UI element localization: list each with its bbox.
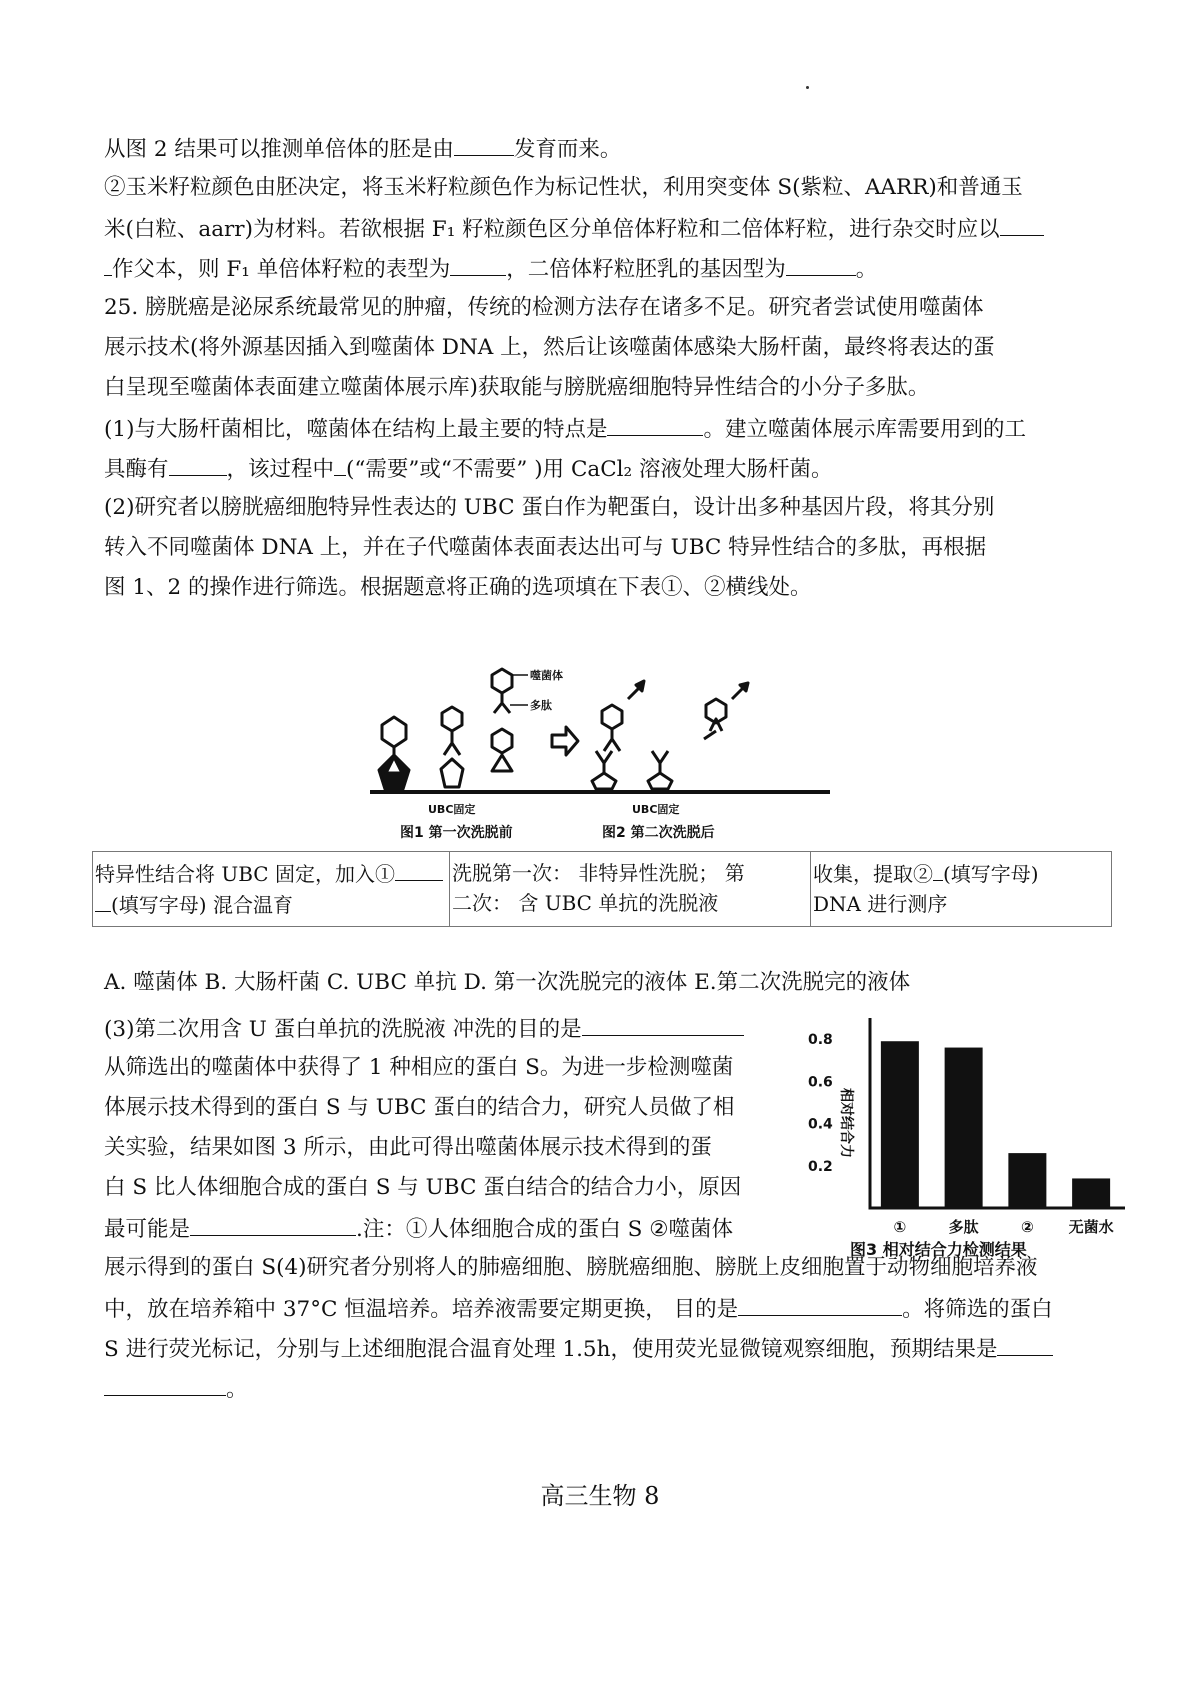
y-tick-label: 0.8 bbox=[808, 1032, 833, 1049]
subquestion-3-line: 从筛选出的噬菌体中获得了 1 种相应的蛋白 S。为进一步检测噬菌 bbox=[104, 1055, 734, 1080]
y-tick-label: 0.6 bbox=[808, 1074, 833, 1091]
subquestion-1-line bbox=[104, 413, 1026, 445]
bar bbox=[945, 1048, 983, 1208]
text-span: ，该过程中 bbox=[226, 457, 335, 482]
subquestion-2-line: (2)研究者以膀胱癌细胞特异性表达的 UBC 蛋白作为靶蛋白，设计出多种基因片段，将其分别 bbox=[104, 495, 995, 520]
answer-blank-1b bbox=[95, 889, 111, 912]
text-span: 收集，提取② bbox=[813, 862, 933, 886]
text-span: .注：①人体细胞合成的蛋白 S ②噬菌体 bbox=[356, 1217, 734, 1242]
figure-3-bar-chart bbox=[800, 1013, 1130, 1263]
answer-blank bbox=[169, 453, 227, 476]
subquestion-3-line bbox=[104, 1013, 744, 1045]
answer-blank bbox=[738, 1293, 902, 1316]
answer-blank-2 bbox=[933, 858, 943, 881]
answer-blank bbox=[454, 133, 514, 156]
label-ubc-fixed-1: UBC固定 bbox=[428, 803, 476, 816]
label-peptide: 多肽 bbox=[530, 699, 552, 712]
text-span: 二次： 含 UBC 单抗的洗脱液 bbox=[452, 891, 719, 915]
subquestion-4-line: 展示得到的蛋白 S(4)研究者分别将人的肺癌细胞、膀胱癌细胞、膀胱上皮细胞置于动物细胞培养液 bbox=[104, 1255, 1038, 1280]
bar bbox=[1072, 1178, 1110, 1208]
label-phage: 噬菌体 bbox=[530, 669, 563, 682]
y-tick-label: 0.4 bbox=[808, 1116, 833, 1133]
text-span: 从图 2 结果可以推测单倍体的胚是由 bbox=[104, 137, 454, 162]
text-line: ②玉米籽粒颜色由胚决定，将玉米籽粒颜色作为标记性状，利用突变体 S(紫粒、AARR)和普通玉 bbox=[104, 175, 1023, 200]
bar bbox=[1008, 1153, 1046, 1208]
subquestion-3-line: 体展示技术得到的蛋白 S 与 UBC 蛋白的结合力，研究人员做了相 bbox=[104, 1095, 735, 1120]
text-span: S 进行荧光标记，分别与上述细胞混合温育处理 1.5h，使用荧光显微镜观察细胞，预期结果是 bbox=[104, 1337, 998, 1362]
table-cell-step1 bbox=[93, 852, 450, 927]
subquestion-3-line: 白 S 比人体细胞合成的蛋白 S 与 UBC 蛋白结合的结合力小，原因 bbox=[104, 1175, 742, 1200]
question-25-line: 白呈现至噬菌体表面建立噬菌体展示库)获取能与膀胱癌细胞特异性结合的小分子多肽。 bbox=[104, 375, 930, 400]
text-span: ，二倍体籽粒胚乳的基因型为 bbox=[506, 257, 786, 282]
procedure-table bbox=[92, 851, 1112, 927]
answer-blank bbox=[334, 453, 346, 476]
text-line bbox=[104, 213, 1044, 245]
chart-title: 图3 相对结合力检测结果 bbox=[850, 1240, 1027, 1259]
table-row bbox=[93, 852, 1112, 927]
subquestion-3-line bbox=[104, 1213, 733, 1245]
text-span: 作父本，则 F₁ 单倍体籽粒的表型为 bbox=[112, 257, 451, 282]
table-cell-step3 bbox=[811, 852, 1112, 927]
answer-blank bbox=[997, 1333, 1053, 1356]
text-span: 洗脱第一次： 非特异性洗脱； 第 bbox=[452, 861, 745, 885]
x-category-label: ① bbox=[893, 1218, 907, 1236]
subquestion-4-line bbox=[104, 1333, 1053, 1365]
question-25-line: 展示技术(将外源基因插入到噬菌体 DNA 上，然后让该噬菌体感染大肠杆菌，最终将表达的蛋 bbox=[104, 335, 995, 360]
answer-blank bbox=[104, 253, 112, 276]
answer-blank bbox=[607, 413, 703, 436]
answer-blank bbox=[104, 1373, 226, 1396]
text-span: (1)与大肠杆菌相比，噬菌体在结构上最主要的特点是 bbox=[104, 417, 608, 442]
text-span: 中，放在培养箱中 37°C 恒温培养。培养液需要定期更换， 目的是 bbox=[104, 1297, 739, 1322]
text-span: (填写字母) 混合温育 bbox=[111, 893, 293, 917]
text-line bbox=[104, 253, 877, 285]
subquestion-3-line: 关实验，结果如图 3 所示，由此可得出噬菌体展示技术得到的蛋 bbox=[104, 1135, 712, 1160]
text-span: 。 bbox=[855, 257, 878, 282]
label-ubc-fixed-2: UBC固定 bbox=[632, 803, 680, 816]
x-category-label: 多肽 bbox=[948, 1218, 979, 1236]
answer-blank bbox=[1000, 213, 1044, 236]
text-span: 具酶有 bbox=[104, 457, 169, 482]
text-span: 最可能是 bbox=[104, 1217, 191, 1242]
text-span: 。 bbox=[226, 1377, 248, 1402]
answer-blank bbox=[582, 1013, 744, 1036]
text-span: DNA 进行测序 bbox=[813, 892, 948, 916]
subquestion-4-line bbox=[104, 1373, 248, 1405]
table-cell-step2 bbox=[450, 852, 811, 927]
text-span: 。建立噬菌体展示库需要用到的工 bbox=[703, 417, 1026, 442]
answer-blank bbox=[786, 253, 856, 276]
answer-blank bbox=[450, 253, 506, 276]
x-category-label: 无菌水 bbox=[1068, 1218, 1114, 1236]
question-25-line: 25. 膀胱癌是泌尿系统最常见的肿瘤，传统的检测方法存在诸多不足。研究者尝试使用噬菌体 bbox=[104, 295, 984, 320]
answer-blank-1 bbox=[395, 858, 443, 881]
text-span: 。将筛选的蛋白 bbox=[902, 1297, 1053, 1322]
answer-blank bbox=[190, 1213, 356, 1236]
text-span: 米(白粒、aarr)为材料。若欲根据 F₁ 籽粒颜色区分单倍体籽粒和二倍体籽粒，进行杂交时应以 bbox=[104, 217, 1000, 242]
text-span: 特异性结合将 UBC 固定，加入① bbox=[95, 862, 395, 886]
scan-speck bbox=[806, 86, 809, 89]
y-axis-label: 相对结合力 bbox=[838, 1088, 854, 1158]
page-footer: 高三生物 8 bbox=[540, 1482, 660, 1510]
y-tick-label: 0.2 bbox=[808, 1158, 833, 1175]
text-span: (填写字母) bbox=[943, 862, 1039, 886]
options-line: A. 噬菌体 B. 大肠杆菌 C. UBC 单抗 D. 第一次洗脱完的液体 E.第二次洗脱完的液体 bbox=[104, 970, 911, 995]
x-category-label: ② bbox=[1021, 1218, 1034, 1236]
text-span: 发育而来。 bbox=[513, 137, 622, 162]
subquestion-1-line bbox=[104, 453, 833, 485]
text-span: (3)第二次用含 U 蛋白单抗的洗脱液 冲洗的目的是 bbox=[104, 1017, 582, 1042]
text-line bbox=[104, 133, 621, 165]
subquestion-4-line bbox=[104, 1293, 1053, 1325]
subquestion-2-line: 转入不同噬菌体 DNA 上，并在子代噬菌体表面表达出可与 UBC 特异性结合的多肽，再根据 bbox=[104, 535, 987, 560]
subquestion-2-line: 图 1、2 的操作进行筛选。根据题意将正确的选项填在下表①、②横线处。 bbox=[104, 575, 812, 600]
caption-figure-2: 图2 第二次洗脱后 bbox=[602, 825, 715, 841]
text-span: (“需要”或“不需要” )用 CaCl₂ 溶液处理大肠杆菌。 bbox=[346, 457, 833, 482]
figure-1-2-phage-screening bbox=[360, 655, 840, 845]
caption-figure-1: 图1 第一次洗脱前 bbox=[400, 825, 513, 841]
bar bbox=[881, 1041, 919, 1208]
